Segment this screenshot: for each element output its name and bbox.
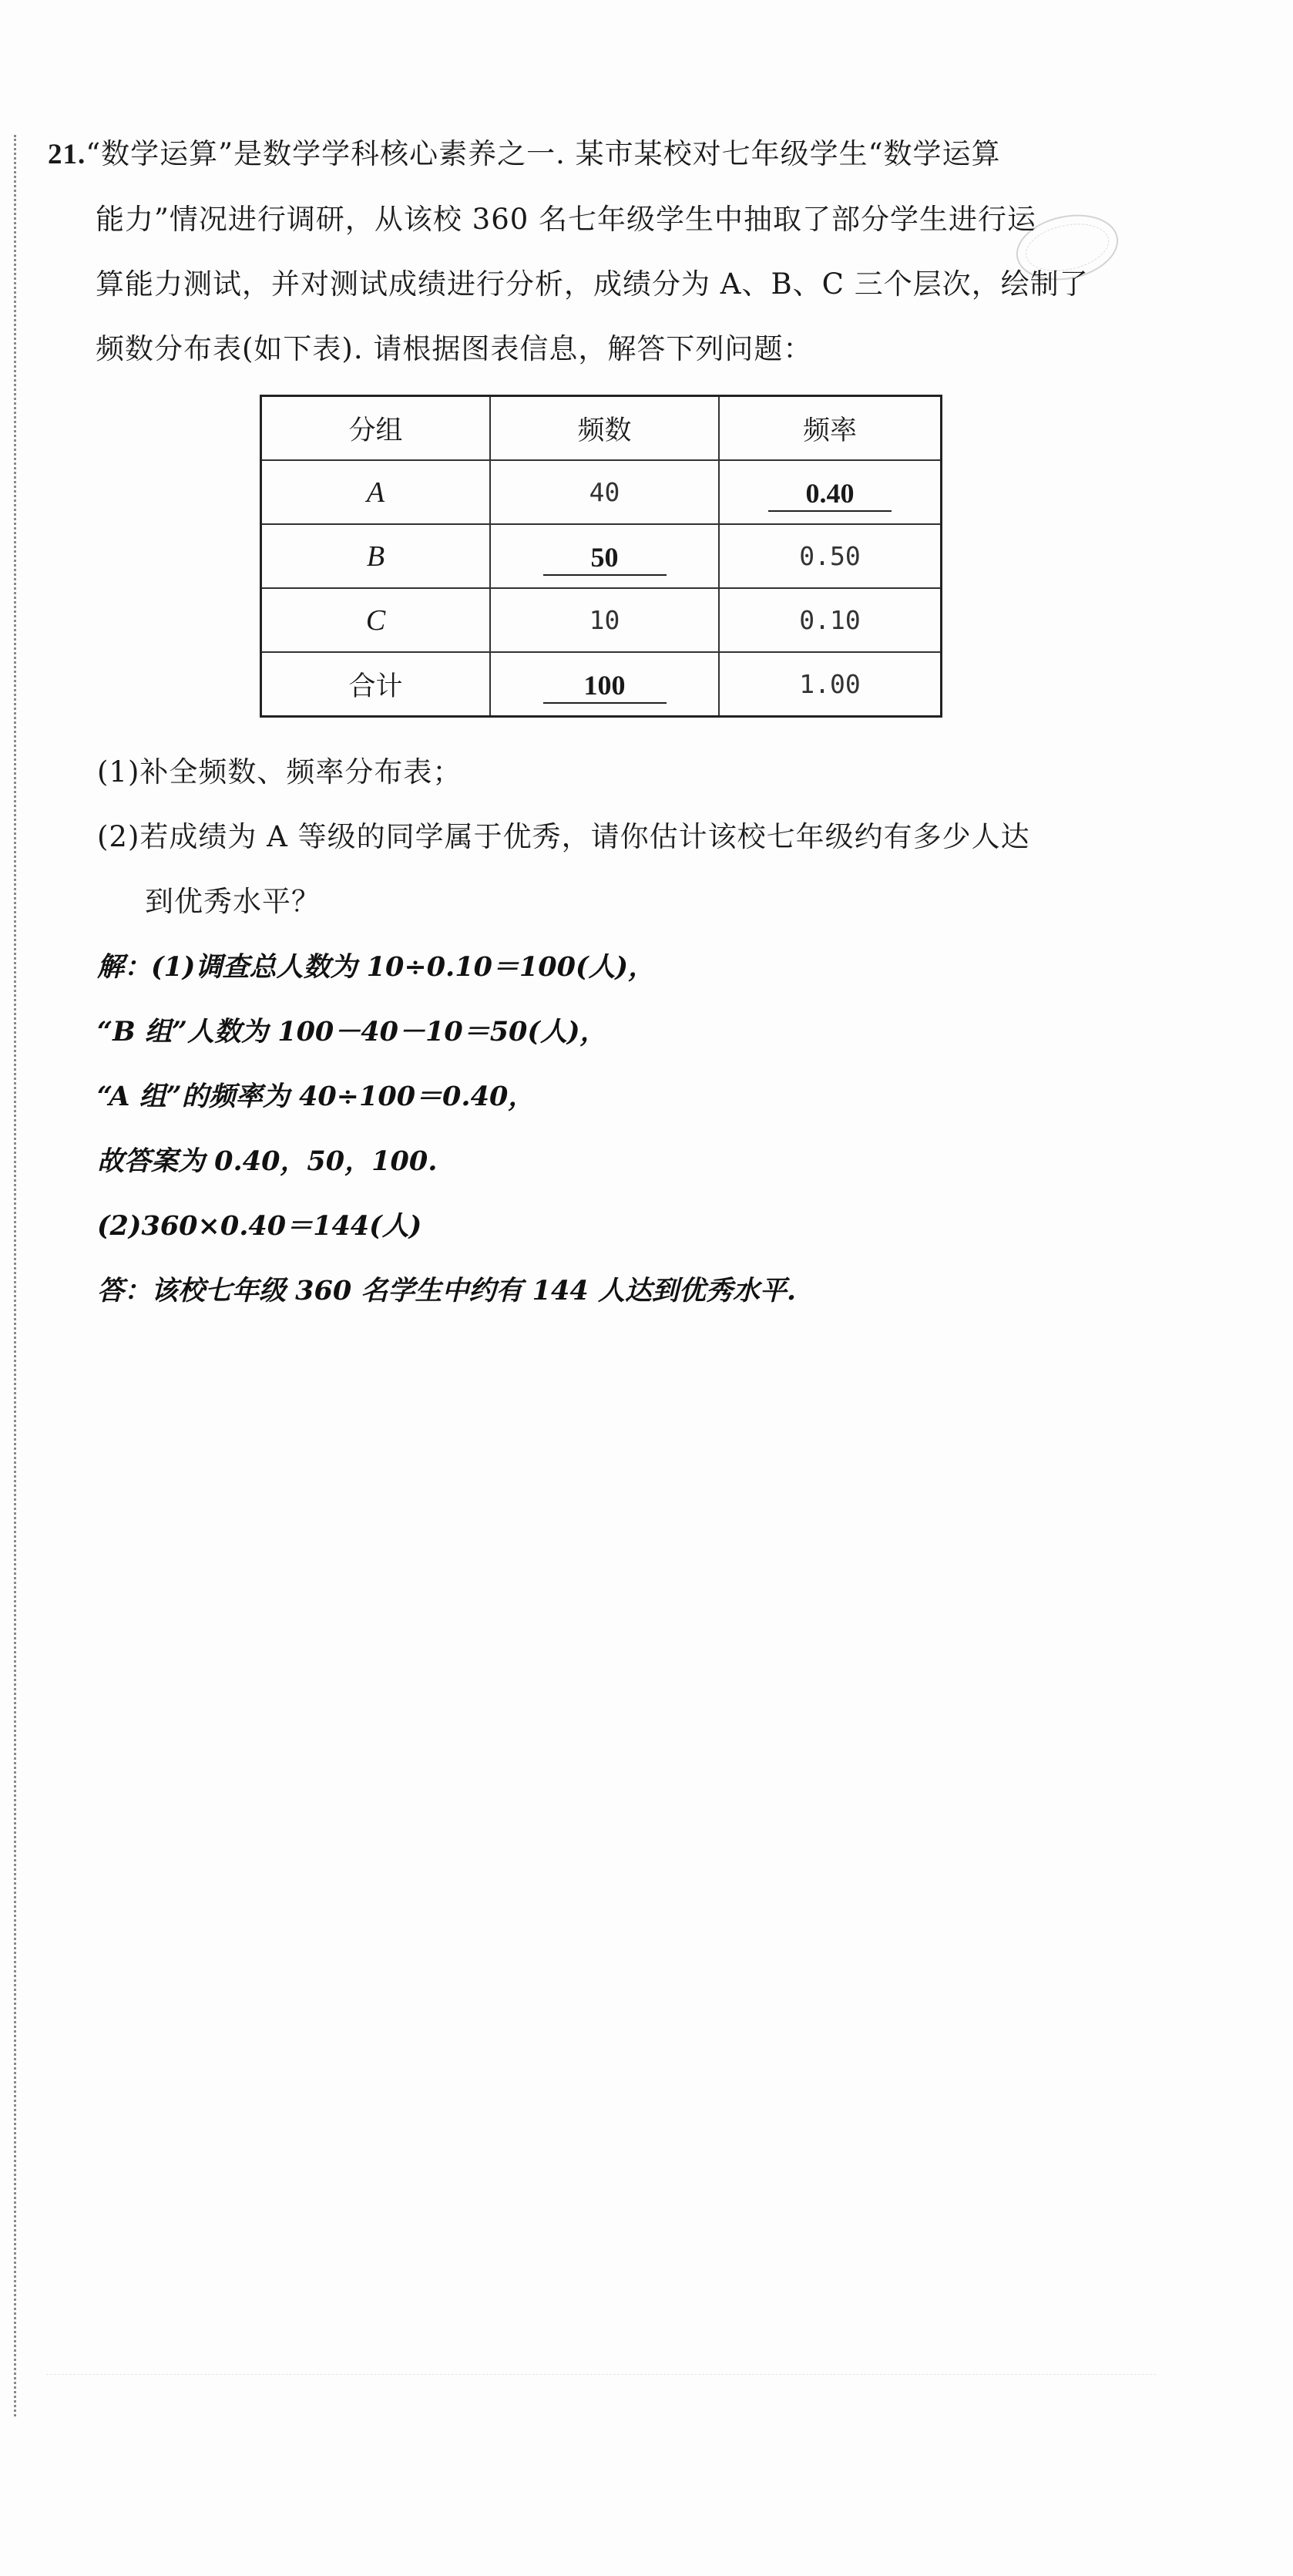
table-row-a xyxy=(261,460,942,524)
cell-group xyxy=(261,460,491,524)
group-label: A xyxy=(366,476,385,509)
table-row-total xyxy=(261,652,942,717)
subquestion-2 xyxy=(97,805,1137,934)
cell-group xyxy=(261,588,491,652)
binding-margin-dotted-line xyxy=(14,135,16,2416)
frequency-value: 0.10 xyxy=(799,604,861,635)
cell-frequency xyxy=(719,524,942,588)
handwritten-solution xyxy=(97,935,1137,1323)
group-label: C xyxy=(365,604,386,637)
table-row-c xyxy=(261,588,942,652)
page-footer-divider xyxy=(46,2374,1156,2375)
solution-line-4: 故答案为 0.40，50，100. xyxy=(97,1145,438,1177)
solution-line-3: “A 组”的频率为 40÷100＝0.40， xyxy=(97,1081,536,1112)
cell-frequency xyxy=(719,588,942,652)
header-frequency: 频率 xyxy=(719,396,942,461)
count-value: 10 xyxy=(589,604,620,635)
question-21 xyxy=(48,122,1119,382)
cell-group xyxy=(261,524,491,588)
filled-answer-frequency: 0.40 xyxy=(768,473,892,512)
cell-group xyxy=(261,652,491,717)
header-count: 频数 xyxy=(490,396,719,461)
total-label: 合计 xyxy=(348,671,403,702)
subquestion-2-line-2: 到优秀水平？ xyxy=(145,885,321,918)
frequency-distribution-table xyxy=(260,395,942,718)
subquestion-1-text: (1)补全频数、频率分布表； xyxy=(97,755,462,789)
cell-count xyxy=(490,460,719,524)
cell-count xyxy=(490,652,719,717)
question-line-3: 算能力测试，并对测试成绩进行分析，成绩分为 A、B、C 三个层次，绘制了 xyxy=(96,267,1089,301)
solution-line-1: 解：(1)调查总人数为 10÷0.10＝100(人)， xyxy=(97,951,656,983)
subquestion-2-line-1: (2)若成绩为 A 等级的同学属于优秀，请你估计该校七年级约有多少人达 xyxy=(97,820,1030,853)
frequency-value: 0.50 xyxy=(799,540,861,571)
question-line-4: 频数分布表(如下表). 请根据图表信息，解答下列问题： xyxy=(96,332,813,365)
filled-answer-count: 50 xyxy=(543,537,667,576)
table-header-row xyxy=(261,396,942,461)
solution-line-2: “B 组”人数为 100－40－10＝50(人)， xyxy=(97,1016,607,1048)
cell-count xyxy=(490,524,719,588)
cell-frequency xyxy=(719,652,942,717)
filled-answer-total: 100 xyxy=(543,665,667,704)
count-value: 40 xyxy=(589,476,620,507)
solution-line-5: (2)360×0.40＝144(人) xyxy=(97,1210,422,1242)
question-number: 21. xyxy=(48,139,86,170)
cell-count xyxy=(490,588,719,652)
cell-frequency xyxy=(719,460,942,524)
group-label: B xyxy=(366,540,385,573)
question-line-2: 能力”情况进行调研，从该校 360 名七年级学生中抽取了部分学生进行运 xyxy=(96,203,1037,236)
subquestion-1 xyxy=(97,740,1137,805)
question-text-1: “数学运算”是数学学科核心素养之一. 某市某校对七年级学生“数学运算 xyxy=(86,137,1001,170)
question-line-1 xyxy=(48,122,1119,187)
table-row-b xyxy=(261,524,942,588)
solution-line-6: 答：该校七年级 360 名学生中约有 144 人达到优秀水平. xyxy=(97,1275,797,1306)
frequency-value: 1.00 xyxy=(799,668,861,699)
header-group: 分组 xyxy=(261,396,491,461)
